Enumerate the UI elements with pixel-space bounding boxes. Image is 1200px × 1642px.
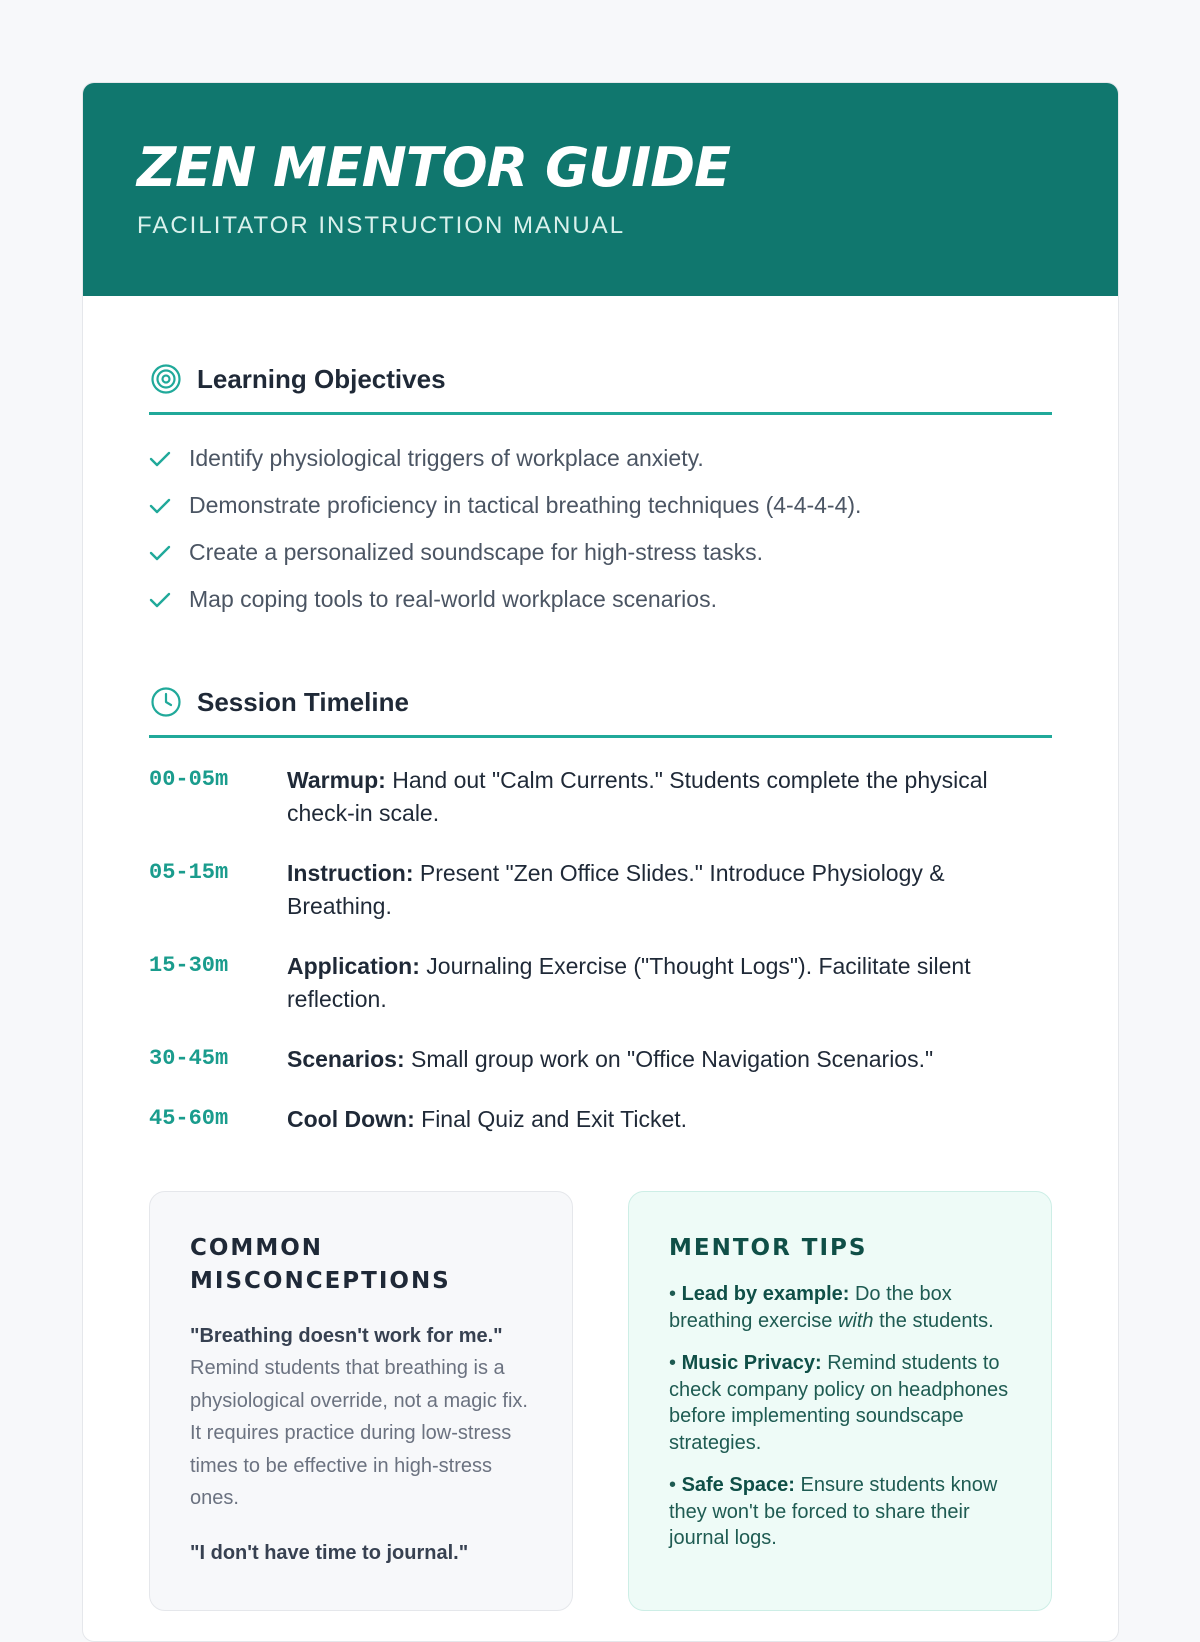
- objectives-header: [149, 362, 1052, 415]
- timeline-description: Final Quiz and Exit Ticket.: [414, 1106, 688, 1132]
- page-subtitle: FACILITATOR INSTRUCTION MANUAL: [137, 212, 626, 239]
- objectives-title: Learning Objectives: [197, 363, 446, 394]
- timeline-row: [149, 950, 1052, 1016]
- timeline-description: Small group work on "Office Navigation Scenarios.": [404, 1046, 934, 1072]
- timeline-time: 15-30m: [149, 953, 229, 978]
- misconceptions-title-line: MISCONCEPTIONS: [190, 1268, 451, 1294]
- timeline-time: 00-05m: [149, 767, 229, 792]
- timeline-label: Scenarios:: [287, 1046, 405, 1072]
- header-banner: [83, 83, 1118, 296]
- timeline-description: Journaling Exercise ("Thought Logs"). Facilitate silent reflection.: [287, 953, 971, 1012]
- objective-item: [149, 482, 1052, 529]
- tip-item: • Lead by example: Do the box breathing exercise with the students.: [669, 1283, 994, 1332]
- content: [83, 362, 1118, 1611]
- objective-text: Identify physiological triggers of workplace anxiety.: [189, 445, 704, 471]
- check-icon: [149, 592, 173, 608]
- info-cards: [149, 1191, 1052, 1611]
- timeline-text: [287, 1043, 933, 1076]
- timeline-time: 30-45m: [149, 1046, 229, 1071]
- timeline-label: Instruction:: [287, 860, 414, 886]
- check-icon: [149, 451, 173, 467]
- tip-text: Do the box breathing exercise: [669, 1283, 952, 1332]
- tip-text: Remind students to check company policy on headphones before implementing soundscape strategies.: [669, 1352, 1009, 1454]
- tip-emphasis: with: [837, 1309, 874, 1332]
- guide-page: [82, 82, 1119, 1642]
- timeline-time: 45-60m: [149, 1106, 229, 1131]
- objective-text: Create a personalized soundscape for high-stress tasks.: [189, 539, 764, 565]
- timeline-text: [287, 857, 1052, 923]
- timeline-list: [149, 764, 1052, 1136]
- tip-text: the students.: [873, 1309, 994, 1332]
- timeline-description: Hand out "Calm Currents." Students complete the physical check-in scale.: [287, 767, 988, 826]
- timeline-text: [287, 764, 1052, 830]
- misconception-body: Remind students that breathing is a physiological override, not a magic fix. It requires practice during low-stress times to be effective in high-stress ones.: [190, 1357, 528, 1509]
- misconceptions-title: [190, 1232, 532, 1298]
- misconception-item: [190, 1322, 532, 1515]
- clock-icon: [149, 685, 183, 719]
- objective-item: [149, 576, 1052, 623]
- timeline-time: 05-15m: [149, 860, 229, 885]
- misconception-quote: "I don't have time to journal.": [190, 1541, 469, 1564]
- objective-item: [149, 435, 1052, 482]
- timeline-label: Warmup:: [287, 767, 386, 793]
- misconception-item: [190, 1539, 532, 1567]
- objective-text: Demonstrate proficiency in tactical breathing techniques (4-4-4-4).: [189, 492, 862, 518]
- timeline-text: [287, 1103, 687, 1136]
- timeline-row: [149, 857, 1052, 923]
- tip-text: Ensure students know they won't be forced to share their journal logs.: [669, 1474, 998, 1549]
- tip-label: Lead by example:: [681, 1283, 850, 1305]
- tip-item: • Music Privacy: Remind students to check company policy on headphones before implementing soundscape strategies.: [669, 1352, 1009, 1454]
- objective-text: Map coping tools to real-world workplace scenarios.: [189, 586, 717, 612]
- timeline-header: [149, 685, 1052, 738]
- timeline-label: Application:: [287, 953, 420, 979]
- check-icon: [149, 545, 173, 561]
- timeline-row: [149, 1103, 1052, 1136]
- page-title: ZEN MENTOR GUIDE: [137, 136, 730, 199]
- mentor-tips-title: MENTOR TIPS: [669, 1235, 868, 1261]
- misconception-quote: "Breathing doesn't work for me.": [190, 1325, 503, 1347]
- timeline-label: Cool Down:: [287, 1106, 415, 1132]
- objective-item: [149, 529, 1052, 576]
- tip-item: • Safe Space: Ensure students know they won't be forced to share their journal logs.: [669, 1474, 998, 1549]
- check-icon: [149, 498, 173, 514]
- misconceptions-card: [149, 1191, 573, 1611]
- timeline-text: [287, 950, 1052, 1016]
- tip-label: Music Privacy:: [681, 1352, 822, 1374]
- mentor-tips-card: [628, 1191, 1052, 1611]
- timeline-row: [149, 1043, 1052, 1076]
- misconceptions-title-line: COMMON: [190, 1235, 324, 1261]
- timeline-row: [149, 764, 1052, 830]
- target-icon: [149, 362, 183, 396]
- objectives-list: [149, 435, 1052, 623]
- timeline-description: Present "Zen Office Slides." Introduce Physiology & Breathing.: [287, 860, 945, 919]
- tip-label: Safe Space:: [681, 1474, 795, 1496]
- timeline-title: Session Timeline: [197, 686, 409, 717]
